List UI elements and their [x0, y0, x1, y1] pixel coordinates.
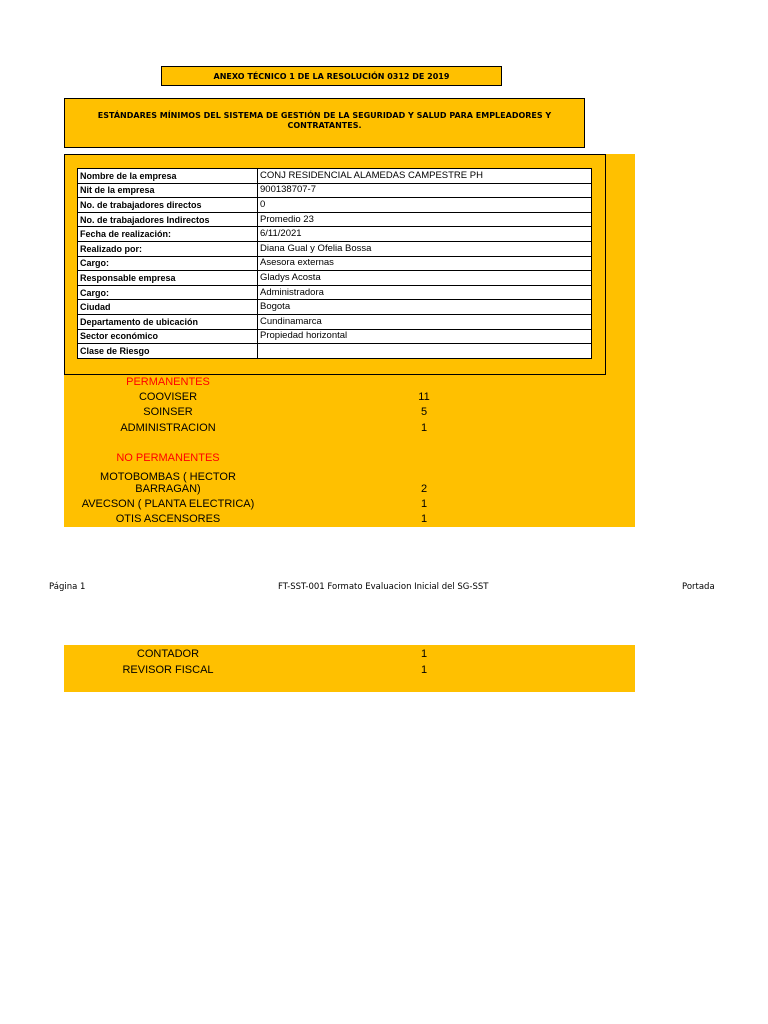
list-item-name: OTIS ASCENSORES	[115, 513, 221, 525]
list-item-name: REVISOR FISCAL	[122, 664, 214, 676]
row-label: No. de trabajadores Indirectos	[78, 212, 258, 227]
table-row	[78, 344, 592, 359]
row-label: Nombre de la empresa	[78, 169, 258, 184]
footer-sheet: Portada	[682, 582, 715, 592]
list-item-name: MOTOBOMBAS ( HECTOR BARRAGAN)	[100, 471, 236, 495]
table-row	[78, 198, 592, 213]
list-item-name: SOINSER	[143, 406, 193, 418]
list-item-name: AVECSON ( PLANTA ELECTRICA)	[81, 498, 255, 510]
row-value: Diana Gual y Ofelia Bossa	[258, 241, 592, 256]
no-permanentes-heading: NO PERMANENTES	[116, 452, 220, 464]
company-info-table	[77, 168, 592, 359]
row-label: Clase de Riesgo	[78, 344, 258, 359]
row-value: Promedio 23	[258, 212, 592, 227]
row-label: Ciudad	[78, 300, 258, 315]
row-label: Cargo:	[78, 256, 258, 271]
table-row	[78, 256, 592, 271]
table-row	[78, 329, 592, 344]
footer-page: Página 1	[49, 582, 86, 592]
row-label: Departamento de ubicación	[78, 314, 258, 329]
table-row	[78, 271, 592, 286]
row-label: Nit de la empresa	[78, 183, 258, 198]
list-item-count: 1	[420, 422, 428, 434]
row-label: Fecha de realización:	[78, 227, 258, 242]
list-item-count: 1	[420, 648, 428, 660]
table-row	[78, 183, 592, 198]
list-item-count: 1	[420, 513, 428, 525]
table-row	[78, 241, 592, 256]
row-value: CONJ RESIDENCIAL ALAMEDAS CAMPESTRE PH	[258, 169, 592, 184]
permanentes-heading: PERMANENTES	[126, 376, 210, 388]
table-row	[78, 212, 592, 227]
list-item-count: 11	[418, 391, 430, 403]
list-item-name: COOVISER	[138, 391, 198, 403]
row-value: Propiedad horizontal	[258, 329, 592, 344]
table-row	[78, 285, 592, 300]
table-row	[78, 314, 592, 329]
row-label: Cargo:	[78, 285, 258, 300]
row-value: Gladys Acosta	[258, 271, 592, 286]
row-value: Administradora	[258, 285, 592, 300]
list-item-name: ADMINISTRACION	[120, 422, 216, 434]
list-item-name: CONTADOR	[136, 648, 200, 660]
row-value: 6/11/2021	[258, 227, 592, 242]
list-item-count: 2	[420, 483, 428, 495]
list-item-count: 5	[420, 406, 428, 418]
list-item-count: 1	[420, 498, 428, 510]
row-value: Bogota	[258, 300, 592, 315]
footer-document: FT-SST-001 Formato Evaluacion Inicial del SG-SST	[278, 582, 489, 592]
row-value: 900138707-7	[258, 183, 592, 198]
standards-title: ESTÁNDARES MÍNIMOS DEL SISTEMA DE GESTIÓN DE LA SEGURIDAD Y SALUD PARA EMPLEADORES Y CONTRATANTES.	[64, 98, 585, 148]
row-value: Asesora externas	[258, 256, 592, 271]
table-row	[78, 300, 592, 315]
row-label: Sector económico	[78, 329, 258, 344]
list-item-count: 1	[420, 664, 428, 676]
row-value	[258, 344, 592, 359]
row-value: 0	[258, 198, 592, 213]
row-value: Cundinamarca	[258, 314, 592, 329]
row-label: Realizado por:	[78, 241, 258, 256]
row-label: Responsable empresa	[78, 271, 258, 286]
annex-title: ANEXO TÉCNICO 1 DE LA RESOLUCIÓN 0312 DE 2019	[161, 66, 502, 86]
row-label: No. de trabajadores directos	[78, 198, 258, 213]
table-row	[78, 169, 592, 184]
table-row	[78, 227, 592, 242]
